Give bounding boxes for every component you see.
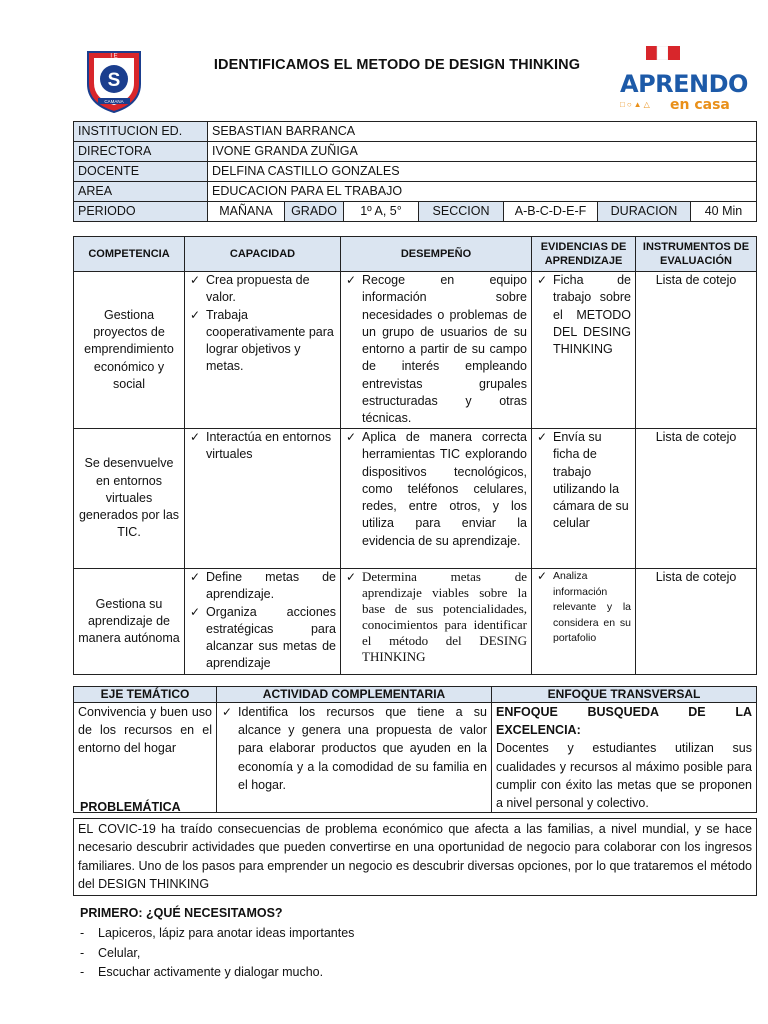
competencia-cell: Se desenvuelve en entornos virtuales generados por las TIC. [74,429,185,569]
page-title: IDENTIFICAMOS EL METODO DE DESIGN THINKING [213,57,581,73]
area-label: AREA [74,182,208,202]
competencia-cell: Gestiona proyectos de emprendimiento económico y social [74,272,185,429]
competencia-cell: Gestiona su aprendizaje de manera autónoma [74,569,185,675]
logo-brand-text: APRENDO [620,70,748,98]
problematica-text: EL COVIC-19 ha traído consecuencias de problema económico que afecta a las familias, a nivel mundial, y se hace necesario descubrir actividades que pueden convertirse en una oportunidad de negocio para colaborar con los ingresos familiares. Uno de los pasos para emprender un negocio es descubrir diversas opciones, por lo que trataremos el método del DESIGN THINKING [73,818,757,896]
table-row [74,162,757,182]
logo-caption: CAMANA [104,99,124,104]
list-item: ✓ Envía su ficha de trabajo utilizando la cámara de su celular [536,429,631,533]
table-row [74,142,757,162]
table-row [74,569,757,675]
desempeno-cell [341,429,532,569]
materials-list [80,924,354,983]
desempeno-cell [341,272,532,429]
table-header-row [74,237,757,272]
grado-value: 1º A, 5° [344,202,419,222]
evidencia-cell [532,272,636,429]
docente-label: DOCENTE [74,162,208,182]
svg-text:S: S [107,70,121,91]
docente-value: DELFINA CASTILLO GONZALES [208,162,757,182]
grado-label: GRADO [285,202,344,222]
school-logo [84,48,144,114]
list-item: ✓ Define metas de aprendizaje. [189,569,336,604]
header-enfoque: ENFOQUE TRANSVERSAL [492,687,757,703]
primero-label: PRIMERO: ¿QUÉ NECESITAMOS? [80,906,283,920]
aprendo-en-casa-logo [618,46,746,112]
area-value: EDUCACION PARA EL TRABAJO [208,182,757,202]
list-item: ✓ Aplica de manera correcta herramientas TIC explorando dispositivos tecnológicos, como teléfonos celulares, redes, entre otros, y los utiliza para enviar la evidencia de su aprendizaje. [345,429,527,550]
instrumento-cell: Lista de cotejo [636,272,757,429]
list-item: ✓ Determina metas de aprendizaje viables sobre la base de sus potencialidades, conocimientos para identificar el método del DESING THINKING [345,569,527,665]
competency-table [73,236,757,675]
table-row [74,703,757,813]
table-row [74,202,757,222]
list-item: ✓ Identifica los recursos que tiene a su alcance y genera una propuesta de valor para elaborar productos que ayuden en la economía y a la comodidad de su familia en el hogar. [221,703,487,794]
list-item: ✓ Recoge en equipo información sobre necesidades o problemas de un grupo de usuarios de su entorno a partir de su campo de interés empleando entrevistas grupales estructuradas y otras técnicas. [345,272,527,428]
actividad-cell [217,703,492,813]
table-row [74,272,757,429]
header-competencia: COMPETENCIA [74,237,185,272]
duracion-value: 40 Min [691,202,757,222]
enfoque-cell [492,703,757,813]
enfoque-text: Docentes y estudiantes utilizan sus cualidades y recursos al máximo posible para cumplir con éxito las metas que se proponen a nivel personal y colectivo. [496,741,752,811]
header-instrumentos: INSTRUMENTOS DE EVALUACIÓN [636,237,757,272]
capacidad-cell [185,272,341,429]
periodo-label: PERIODO [74,202,208,222]
directora-label: DIRECTORA [74,142,208,162]
institucion-label: INSTITUCION ED. [74,122,208,142]
evidencia-cell [532,429,636,569]
turno-value: MAÑANA [208,202,285,222]
list-item: - Celular, [80,944,354,964]
info-table [73,121,757,222]
header-eje: EJE TEMÁTICO [74,687,217,703]
duracion-label: DURACION [598,202,691,222]
instrumento-cell: Lista de cotejo [636,429,757,569]
list-item: ✓ Interactúa en entornos virtuales [189,429,336,464]
seccion-value: A-B-C-D-E-F [504,202,598,222]
header-capacidad: CAPACIDAD [185,237,341,272]
list-item: ✓ Analiza información relevante y la considera en su portafolio [536,569,631,647]
list-item: ✓ Trabaja cooperativamente para lograr objetivos y metas. [189,307,336,376]
evidencia-cell [532,569,636,675]
peru-flag-icon [646,46,680,60]
header-evidencias: EVIDENCIAS DE APRENDIZAJE [532,237,636,272]
list-item: ✓ Crea propuesta de valor. [189,272,336,307]
logo-brand-subtext: en casa [670,97,730,113]
eje-cell: Convivencia y buen uso de los recursos en el entorno del hogar [74,703,217,813]
list-item: ✓ Ficha de trabajo sobre el METODO DEL DESING THINKING [536,272,631,358]
institucion-value: SEBASTIAN BARRANCA [208,122,757,142]
enfoque-title: ENFOQUE BUSQUEDA DE LA EXCELENCIA: [496,705,752,738]
capacidad-cell [185,429,341,569]
table-header-row [74,687,757,703]
table-row [74,429,757,569]
logo-initials: I E [110,53,118,60]
logo-shapes-icon: □○▲△ [620,100,652,109]
instrumento-cell: Lista de cotejo [636,569,757,675]
eje-table [73,686,757,813]
list-item: - Lapiceros, lápiz para anotar ideas importantes [80,924,354,944]
table-row [74,182,757,202]
desempeno-cell [341,569,532,675]
header-actividad: ACTIVIDAD COMPLEMENTARIA [217,687,492,703]
list-item: - Escuchar activamente y dialogar mucho. [80,963,354,983]
directora-value: IVONE GRANDA ZUÑIGA [208,142,757,162]
header-desempeno: DESEMPEÑO [341,237,532,272]
seccion-label: SECCION [419,202,504,222]
capacidad-cell [185,569,341,675]
problematica-label: PROBLEMÁTICA [80,800,181,814]
table-row [74,122,757,142]
list-item: ✓ Organiza acciones estratégicas para alcanzar sus metas de aprendizaje [189,604,336,673]
